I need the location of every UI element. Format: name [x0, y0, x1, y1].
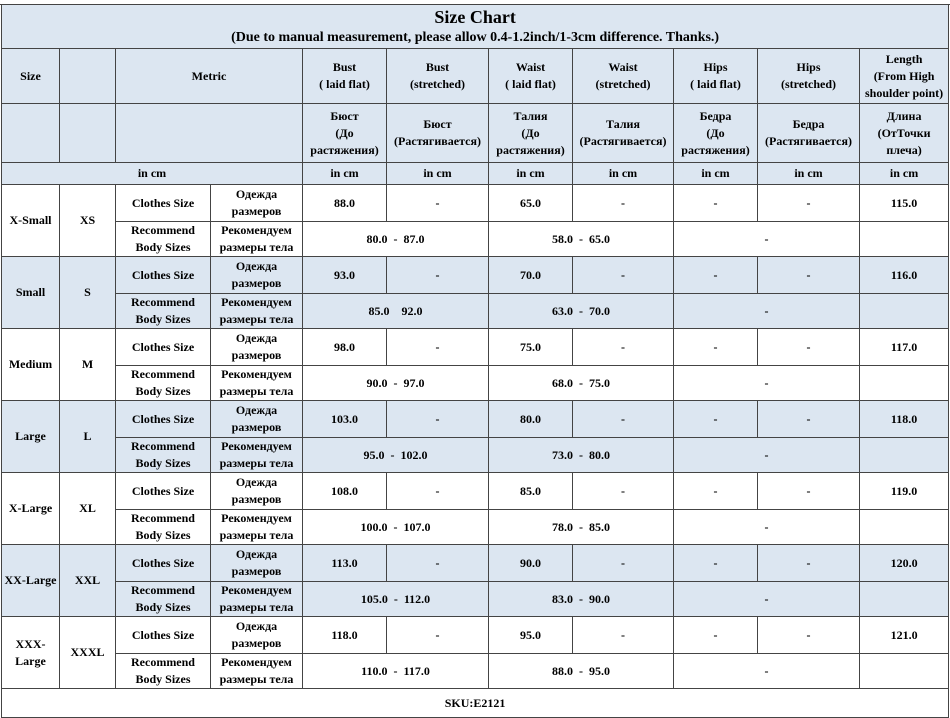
header-bust-flat: Bust ( laid flat) [303, 49, 387, 104]
recommend-label-ru: Рекомендуем размеры тела [211, 222, 303, 257]
size-row-clothes [2, 617, 949, 654]
recommend-bust-max: 117.0 [403, 663, 430, 678]
hips-stretched-value: - [758, 545, 860, 582]
recommend-hips-value: - [674, 366, 860, 401]
clothes-size-label-en: Clothes Size [116, 257, 211, 294]
clothes-size-label-ru: Одежда размеров [211, 257, 303, 294]
recommend-waist-sep: - [579, 519, 583, 534]
header-ru-hips-flat: Бедра (До растяжения) [674, 104, 758, 163]
header-metric: Metric [116, 49, 303, 104]
bust-flat-value: 103.0 [303, 401, 387, 438]
bust-flat-value: 113.0 [303, 545, 387, 582]
recommend-bust-range [303, 654, 489, 689]
hips-stretched-value: - [758, 473, 860, 510]
waist-flat-value: 75.0 [489, 329, 573, 366]
size-row-clothes [2, 545, 949, 582]
clothes-size-label-ru: Одежда размеров [211, 617, 303, 654]
recommend-length-blank [860, 582, 949, 617]
length-value: 115.0 [860, 185, 949, 222]
waist-flat-value: 95.0 [489, 617, 573, 654]
recommend-bust-sep: - [393, 591, 398, 606]
waist-stretched-value: - [573, 401, 674, 438]
hips-flat-value: - [674, 185, 758, 222]
recommend-length-blank [860, 654, 949, 689]
header-ru-blank-2 [60, 104, 116, 163]
recommend-waist-min: 68.0 [552, 375, 573, 390]
size-code: XXL [60, 545, 116, 617]
recommend-hips-value: - [674, 222, 860, 257]
recommend-bust-min: 80.0 [366, 231, 388, 246]
bust-flat-value: 118.0 [303, 617, 387, 654]
recommend-waist-min: 73.0 [552, 447, 573, 462]
hips-flat-value: - [674, 545, 758, 582]
unit-label-metric: in cm [2, 163, 303, 185]
recommend-hips-value: - [674, 510, 860, 545]
recommend-bust-range [303, 366, 489, 401]
recommend-waist-range [489, 582, 674, 617]
unit-length: in cm [860, 163, 949, 185]
recommend-hips-value: - [674, 654, 860, 689]
hips-stretched-value: - [758, 329, 860, 366]
size-row-clothes [2, 401, 949, 438]
length-value: 119.0 [860, 473, 949, 510]
bust-flat-value: 98.0 [303, 329, 387, 366]
waist-flat-value: 90.0 [489, 545, 573, 582]
unit-bust-flat: in cm [303, 163, 387, 185]
waist-flat-value: 70.0 [489, 257, 573, 294]
size-code: M [60, 329, 116, 401]
clothes-size-label-en: Clothes Size [116, 185, 211, 222]
header-ru-bust-stretched: Бюст (Растягивается) [387, 104, 489, 163]
recommend-hips-value: - [674, 294, 860, 329]
size-row-recommend [2, 510, 949, 545]
recommend-waist-max: 70.0 [589, 303, 610, 318]
recommend-waist-max: 65.0 [589, 231, 610, 246]
recommend-waist-max: 80.0 [589, 447, 610, 462]
recommend-length-blank [860, 438, 949, 473]
recommend-bust-range [303, 294, 489, 329]
size-name: Large [2, 401, 60, 473]
recommend-bust-sep: - [393, 231, 398, 246]
recommend-label-en: Recommend Body Sizes [116, 438, 211, 473]
recommend-waist-sep: - [579, 663, 583, 678]
recommend-length-blank [860, 222, 949, 257]
length-value: 121.0 [860, 617, 949, 654]
recommend-label-ru: Рекомендуем размеры тела [211, 438, 303, 473]
recommend-length-blank [860, 510, 949, 545]
waist-flat-value: 80.0 [489, 401, 573, 438]
recommend-label-ru: Рекомендуем размеры тела [211, 510, 303, 545]
hips-flat-value: - [674, 329, 758, 366]
size-name: X-Small [2, 185, 60, 257]
unit-waist-stretched: in cm [573, 163, 674, 185]
length-value: 118.0 [860, 401, 949, 438]
clothes-size-label-ru: Одежда размеров [211, 185, 303, 222]
header-row-ru [2, 104, 949, 163]
recommend-bust-range [303, 438, 489, 473]
unit-bust-stretched: in cm [387, 163, 489, 185]
bust-stretched-value: - [387, 401, 489, 438]
recommend-length-blank [860, 366, 949, 401]
header-size: Size [2, 49, 60, 104]
recommend-bust-min: 100.0 [360, 519, 388, 534]
chart-title: Size Chart [434, 6, 516, 27]
header-ru-hips-stretched: Бедра (Растягивается) [758, 104, 860, 163]
recommend-bust-min: 95.0 [363, 447, 385, 462]
recommend-waist-min: 63.0 [552, 303, 573, 318]
waist-stretched-value: - [573, 617, 674, 654]
recommend-bust-sep: - [390, 447, 395, 462]
hips-flat-value: - [674, 473, 758, 510]
bust-stretched-value: - [387, 473, 489, 510]
header-ru-waist-flat: Талия (До растяжения) [489, 104, 573, 163]
size-name: XXX-Large [2, 617, 60, 689]
clothes-size-label-ru: Одежда размеров [211, 329, 303, 366]
recommend-label-ru: Рекомендуем размеры тела [211, 294, 303, 329]
header-ru-bust-flat: Бюст (До растяжения) [303, 104, 387, 163]
sku-label: SKU: [444, 695, 474, 710]
recommend-bust-max: 102.0 [400, 447, 428, 462]
length-value: 116.0 [860, 257, 949, 294]
recommend-bust-min: 105.0 [360, 591, 388, 606]
recommend-bust-max: 112.0 [403, 591, 431, 606]
size-code: XXXL [60, 617, 116, 689]
header-bust-stretched: Bust (stretched) [387, 49, 489, 104]
recommend-bust-max: 92.0 [401, 303, 423, 318]
clothes-size-label-en: Clothes Size [116, 473, 211, 510]
header-hips-stretched: Hips (stretched) [758, 49, 860, 104]
clothes-size-label-ru: Одежда размеров [211, 473, 303, 510]
waist-stretched-value: - [573, 185, 674, 222]
unit-waist-flat: in cm [489, 163, 573, 185]
chart-subtitle: (Due to manual measurement, please allow 0.4-1.2inch/1-3cm difference. Thanks.) [231, 29, 720, 45]
recommend-label-en: Recommend Body Sizes [116, 582, 211, 617]
clothes-size-label-en: Clothes Size [116, 617, 211, 654]
length-value: 120.0 [860, 545, 949, 582]
size-name: Small [2, 257, 60, 329]
header-ru-waist-stretched: Талия (Растягивается) [573, 104, 674, 163]
header-waist-flat: Waist ( laid flat) [489, 49, 573, 104]
size-row-recommend [2, 654, 949, 689]
hips-flat-value: - [674, 257, 758, 294]
recommend-bust-sep: - [393, 375, 398, 390]
recommend-label-en: Recommend Body Sizes [116, 510, 211, 545]
recommend-hips-value: - [674, 438, 860, 473]
bust-flat-value: 93.0 [303, 257, 387, 294]
recommend-bust-sep: - [393, 519, 398, 534]
bust-stretched-value: - [387, 257, 489, 294]
waist-flat-value: 85.0 [489, 473, 573, 510]
recommend-waist-range [489, 366, 674, 401]
recommend-bust-min: 110.0 [361, 663, 388, 678]
header-waist-stretched: Waist (stretched) [573, 49, 674, 104]
clothes-size-label-en: Clothes Size [116, 401, 211, 438]
recommend-waist-min: 58.0 [552, 231, 573, 246]
size-code: S [60, 257, 116, 329]
bust-stretched-value: - [387, 617, 489, 654]
size-row-clothes [2, 185, 949, 222]
size-row-clothes [2, 473, 949, 510]
size-code: XS [60, 185, 116, 257]
hips-stretched-value: - [758, 185, 860, 222]
recommend-waist-max: 95.0 [589, 663, 610, 678]
recommend-label-ru: Рекомендуем размеры тела [211, 366, 303, 401]
header-length: Length (From High shoulder point) [860, 49, 949, 104]
waist-flat-value: 65.0 [489, 185, 573, 222]
recommend-label-ru: Рекомендуем размеры тела [211, 654, 303, 689]
recommend-waist-min: 78.0 [552, 519, 573, 534]
waist-stretched-value: - [573, 329, 674, 366]
size-name: X-Large [2, 473, 60, 545]
recommend-bust-max: 87.0 [403, 231, 425, 246]
recommend-waist-sep: - [579, 591, 583, 606]
recommend-waist-sep: - [579, 303, 583, 318]
recommend-waist-min: 83.0 [552, 591, 573, 606]
size-code: XL [60, 473, 116, 545]
hips-flat-value: - [674, 401, 758, 438]
size-row-recommend [2, 438, 949, 473]
title-row [2, 5, 949, 49]
recommend-waist-max: 75.0 [589, 375, 610, 390]
hips-flat-value: - [674, 617, 758, 654]
size-row-recommend [2, 222, 949, 257]
header-row-en [2, 49, 949, 104]
recommend-waist-sep: - [579, 375, 583, 390]
recommend-waist-max: 90.0 [589, 591, 610, 606]
recommend-bust-sep: - [393, 663, 398, 678]
sku-value: E2121 [473, 695, 506, 710]
recommend-waist-range [489, 654, 674, 689]
clothes-size-label-ru: Одежда размеров [211, 401, 303, 438]
size-code: L [60, 401, 116, 473]
recommend-label-en: Recommend Body Sizes [116, 222, 211, 257]
recommend-waist-range [489, 510, 674, 545]
recommend-bust-max: 97.0 [403, 375, 425, 390]
clothes-size-label-en: Clothes Size [116, 329, 211, 366]
length-value: 117.0 [860, 329, 949, 366]
clothes-size-label-ru: Одежда размеров [211, 545, 303, 582]
header-blank [60, 49, 116, 104]
recommend-label-en: Recommend Body Sizes [116, 366, 211, 401]
size-row-recommend [2, 366, 949, 401]
bust-flat-value: 108.0 [303, 473, 387, 510]
unit-hips-flat: in cm [674, 163, 758, 185]
bust-stretched-value: - [387, 545, 489, 582]
size-name: XX-Large [2, 545, 60, 617]
recommend-bust-range [303, 582, 489, 617]
recommend-length-blank [860, 294, 949, 329]
clothes-size-label-en: Clothes Size [116, 545, 211, 582]
bust-flat-value: 88.0 [303, 185, 387, 222]
unit-row [2, 163, 949, 185]
bust-stretched-value: - [387, 329, 489, 366]
size-row-recommend [2, 294, 949, 329]
recommend-bust-range [303, 222, 489, 257]
hips-stretched-value: - [758, 401, 860, 438]
unit-hips-stretched: in cm [758, 163, 860, 185]
bust-stretched-value: - [387, 185, 489, 222]
recommend-bust-range [303, 510, 489, 545]
recommend-label-ru: Рекомендуем размеры тела [211, 582, 303, 617]
size-chart-table [1, 4, 949, 718]
recommend-waist-sep: - [579, 447, 583, 462]
recommend-label-en: Recommend Body Sizes [116, 654, 211, 689]
header-ru-length: Длина (ОтТочки плеча) [860, 104, 949, 163]
size-row-recommend [2, 582, 949, 617]
title-cell [2, 5, 949, 49]
sku-cell [2, 689, 949, 718]
header-ru-blank-1 [2, 104, 60, 163]
size-row-clothes [2, 257, 949, 294]
recommend-waist-min: 88.0 [552, 663, 573, 678]
size-row-clothes [2, 329, 949, 366]
recommend-waist-range [489, 294, 674, 329]
hips-stretched-value: - [758, 617, 860, 654]
recommend-waist-range [489, 438, 674, 473]
recommend-bust-max: 107.0 [403, 519, 431, 534]
sku-row [2, 689, 949, 718]
recommend-hips-value: - [674, 582, 860, 617]
hips-stretched-value: - [758, 257, 860, 294]
recommend-label-en: Recommend Body Sizes [116, 294, 211, 329]
header-ru-blank-3 [116, 104, 303, 163]
recommend-waist-max: 85.0 [589, 519, 610, 534]
header-hips-flat: Hips ( laid flat) [674, 49, 758, 104]
size-name: Medium [2, 329, 60, 401]
waist-stretched-value: - [573, 473, 674, 510]
recommend-waist-range [489, 222, 674, 257]
recommend-bust-min: 90.0 [366, 375, 388, 390]
recommend-bust-min: 85.0 [368, 303, 390, 318]
waist-stretched-value: - [573, 545, 674, 582]
recommend-waist-sep: - [579, 231, 583, 246]
waist-stretched-value: - [573, 257, 674, 294]
